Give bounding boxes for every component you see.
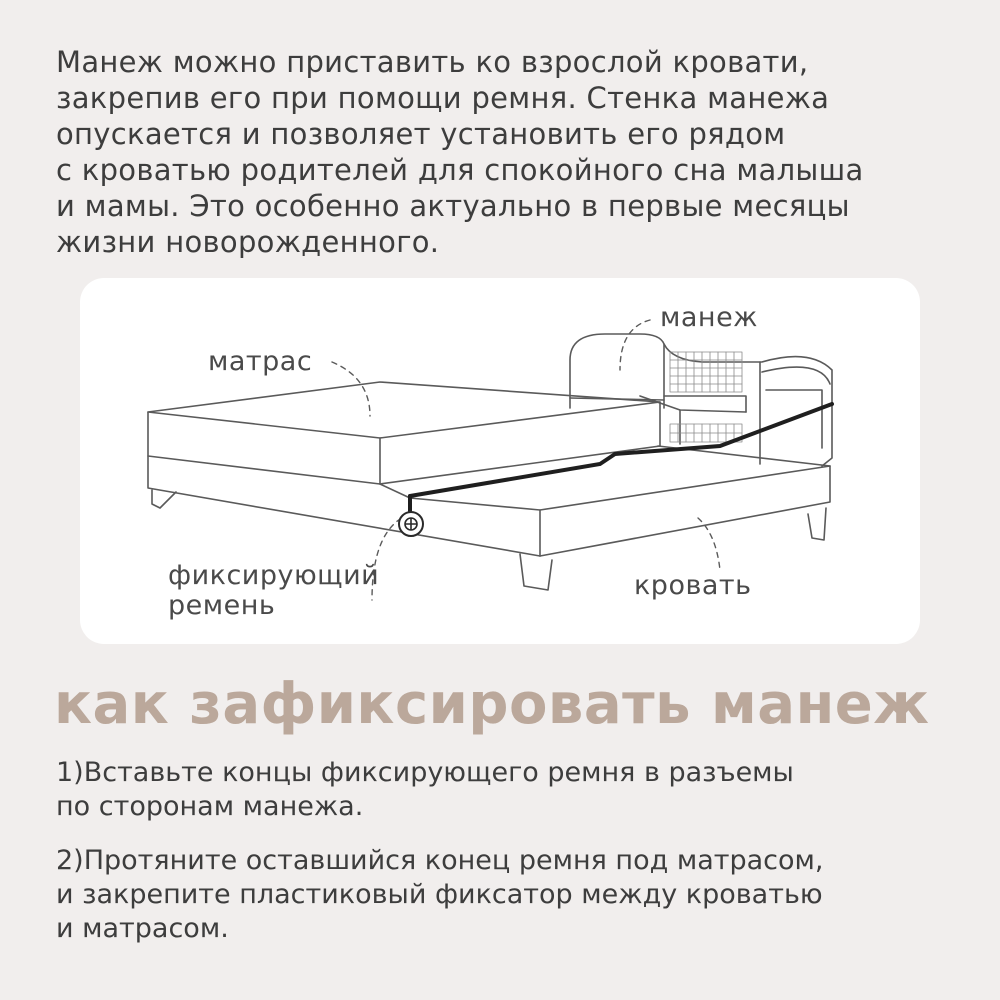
label-strap-line1: фиксирующий [168,560,380,591]
bed-playpen-diagram [80,278,920,644]
step-line: 2)Протяните оставшийся конец ремня под матрасом, [56,845,824,876]
intro-line: и мамы. Это особенно актуально в первые месяцы [56,189,850,223]
step-1 [56,756,976,824]
label-strap-line2: ремень [168,590,276,621]
intro-line: опускается и позволяет установить его рядом [56,117,786,151]
diagram-card [80,278,920,644]
intro-line: с кроватью родителей для спокойного сна малыша [56,153,864,187]
intro-line: закрепив его при помощи ремня. Стенка манежа [56,81,830,115]
section-heading: как зафиксировать манеж [54,672,930,737]
label-playpen: манеж [660,302,759,333]
intro-paragraph [56,44,956,260]
step-line: и закрепите пластиковый фиксатор между кроватью [56,879,823,910]
intro-line: жизни новорожденного. [56,225,440,259]
label-bed: кровать [634,570,752,601]
label-mattress: матрас [208,346,313,377]
intro-line: Манеж можно приставить ко взрослой кровати, [56,45,809,79]
step-line: по сторонам манежа. [56,791,364,822]
instruction-steps [56,756,976,966]
strap-buckle-icon [399,512,423,536]
step-2 [56,844,976,946]
step-line: 1)Вставьте концы фиксирующего ремня в разъемы [56,757,794,788]
step-line: и матрасом. [56,913,229,944]
